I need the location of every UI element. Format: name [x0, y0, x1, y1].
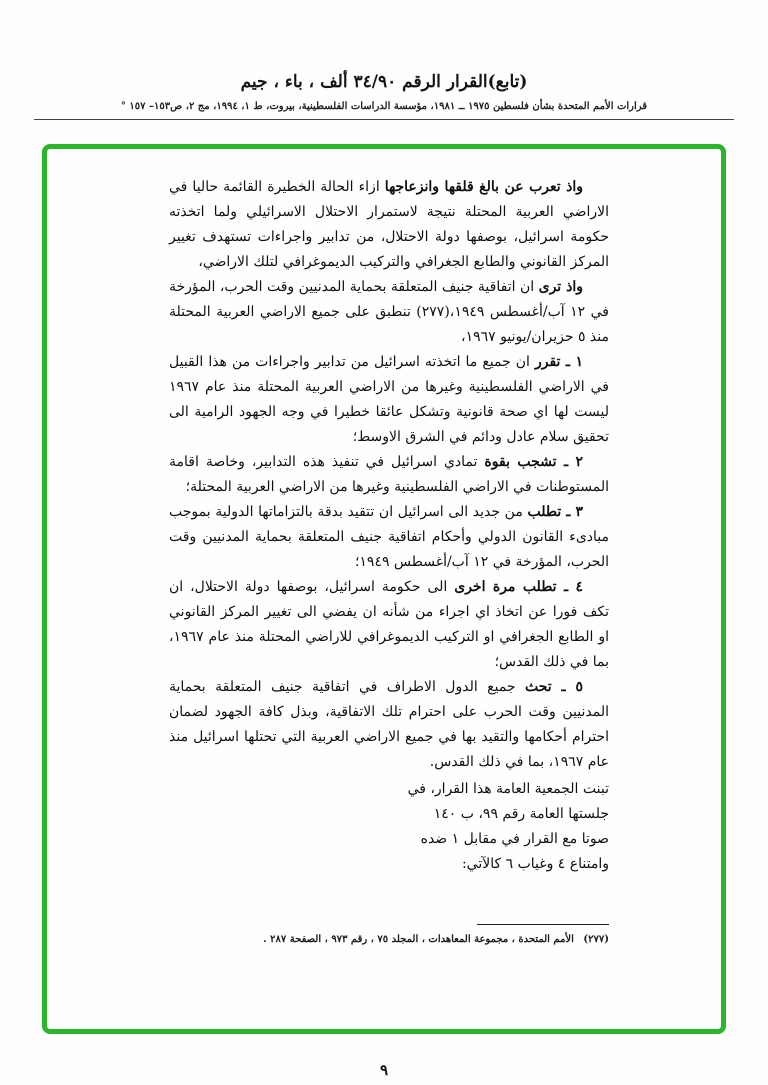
header-rule: [34, 119, 734, 120]
highlighted-text-region: [42, 144, 726, 1034]
preambular-paragraph: [169, 175, 609, 275]
operative-paragraph-1: [169, 350, 609, 450]
vote-line: صوتا مع القرار في مقابل ١ ضده: [420, 831, 609, 847]
vote-result: [169, 777, 609, 877]
footnote-text: [169, 932, 609, 947]
document-header: [0, 0, 768, 120]
page-footer: [0, 1061, 768, 1079]
paragraph-lead: واذ تعرب عن بالغ قلقها وانزعاجها: [384, 179, 583, 195]
paragraph-text: ازاء الحالة الخطيرة القائمة حاليا في الاراضي العربية المحتلة نتيجة لاستمرار الاحتلال الاسرائيلي ولما اتخذته حكومة اسرائيل، بوصفها دولة الاحتلال، من تدابير واجراءات تستهدف تغيير المركز القانوني والطابع الجغرافي والتركيب الديموغرافي لتلك الاراضي،: [169, 179, 609, 270]
paragraph-lead: ٤ ـ تطلب مرة اخرى: [454, 579, 583, 595]
paragraph-lead: ١ ـ تقرر: [534, 354, 583, 370]
paragraph-text: ان جميع ما اتخذته اسرائيل من تدابير واجراءات من هذا القبيل في الاراضي الفلسطينية وغيرها من الاراضي العربية المحتلة منذ عام ١٩٦٧ ليست لها اي صحة قانونية وتشكل عائقا خطيرا في وجه الجهود الرامية الى تحقيق سلام عادل ودائم في الشرق الاوسط؛: [169, 354, 609, 445]
paragraph-text: من جديد الى اسرائيل ان تتقيد بدقة بالتزاماتها الدولية بموجب مبادىء القانون الدولي وأحكام اتفاقية جنيف المتعلقة بحماية المدنيين وقت الحرب، المؤرخة في ١٢ آب/أغسطس ١٩٤٩؛: [169, 504, 609, 570]
paragraph-text: الى حكومة اسرائيل، بوصفها دولة الاحتلال، ان تكف فورا عن اتخاذ اي اجراء من شأنه ان يفضي الى تغيير المركز القانوني او الطابع الجغرافي او التركيب الديموغرافي للاراضي المحتلة منذ عام ١٩٦٧، بما في ذلك القدس؛: [169, 579, 609, 670]
paragraph-lead: ٢ ـ تشجب بقوة: [484, 454, 583, 470]
footnote-marker: (٢٧٧): [583, 934, 609, 945]
operative-paragraph-2: [169, 450, 609, 500]
paragraph-lead: ٥ ـ تحث: [525, 679, 583, 695]
resolution-body: [169, 175, 609, 877]
vote-line: وامتناع ٤ وغياب ٦ كالآتي:: [461, 856, 609, 872]
footnote-body: الأمم المتحدة ، مجموعة المعاهدات ، المجلد ٧٥ ، رقم ٩٧٣ ، الصفحة ٢٨٧ .: [263, 934, 574, 945]
paragraph-text: تمادي اسرائيل في تنفيذ هذه التدابير، وخاصة اقامة المستوطنات في الاراضي الفلسطينية وغيرها من الاراضي العربية المحتلة؛: [169, 454, 609, 495]
paragraph-text: ان اتفاقية جنيف المتعلقة بحماية المدنيين وقت الحرب، المؤرخة في ١٢ آب/أغسطس ١٩٤٩،(٢٧٧) تنطبق على جميع الاراضي العربية المحتلة منذ ٥ حزيران/يونيو ١٩٦٧،: [169, 279, 609, 345]
vote-line: تبنت الجمعية العامة هذا القرار، في: [407, 781, 609, 797]
vote-line: جلستها العامة رقم ٩٩، ب ١٤٠: [433, 806, 609, 822]
operative-paragraph-3: [169, 500, 609, 575]
paragraph-text: جميع الدول الاطراف في اتفاقية جنيف المتعلقة بحماية المدنيين وقت الحرب على احترام تلك الاتفاقية، وبذل كافة الجهود لضمان احترام أحكامها والتقيد بها في جميع الاراضي العربية التي تحتلها اسرائيل منذ عام ١٩٦٧، بما في ذلك القدس.: [169, 679, 609, 770]
paragraph-lead: واذ ترى: [538, 279, 583, 295]
footnote-area: [169, 924, 609, 1013]
operative-paragraph-4: [169, 575, 609, 675]
source-citation: قرارات الأمم المتحدة بشأن فلسطين ١٩٧٥ ــ ١٩٨١، مؤسسة الدراسات الفلسطينية، بيروت، ط ١، ١٩٩٤، مج ٢، ص١٥٣– ١٥٧ °: [120, 101, 648, 112]
page-number: ٩: [379, 1061, 389, 1079]
operative-paragraph-5: [169, 675, 609, 775]
preambular-paragraph: [169, 275, 609, 350]
document-title: (تابع)القرار الرقم ٣٤/٩٠ ألف ، باء ، جيم: [240, 72, 528, 92]
paragraph-lead: ٣ ـ تطلب: [527, 504, 583, 520]
footnote-separator: [477, 924, 609, 925]
